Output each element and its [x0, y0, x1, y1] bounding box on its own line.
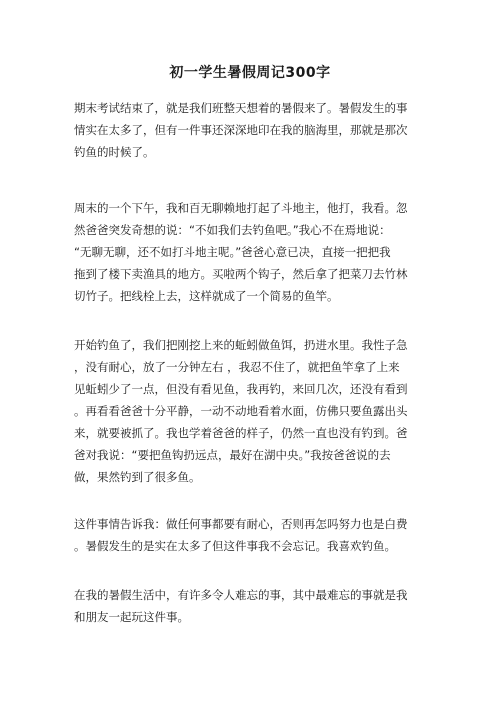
text-line: 情实在太多了，但有一件事还深深地印在我的脑海里，那就是那次 [74, 123, 408, 137]
text-line: ，没有耐心，放了一分钟左右 ，我忍不住了，就把鱼竿拿了上来 [74, 360, 400, 374]
text-line: 来，就要被抓了。我也学着爸爸的样子，仍然一直也没有钓到。爸 [74, 426, 408, 440]
paragraph-1 [74, 97, 434, 163]
text-line: 期末考试结束了，就是我们班整天想着的暑假来了。暑假发生的事 [74, 101, 408, 115]
text-line: 。暑假发生的是实在太多了但这件事我不会忘记。我喜欢钓鱼。 [74, 539, 396, 553]
text-line: 然爸爸突发奇想的说：“不如我们去钓鱼吧。”我心不在焉地说： [74, 223, 391, 237]
paragraph-5 [74, 584, 434, 628]
text-line: 和朋友一起玩这件事。 [74, 610, 189, 624]
text-line: 这件事情告诉我：做任何事都要有耐心，否则再怎吗努力也是白费 [74, 517, 408, 531]
text-line: 见蚯蚓少了一点，但没有看见鱼，我再钓，来回几次，还没有看到 [74, 382, 408, 396]
text-line: 。再看看爸爸十分平静，一动不动地看着水面，仿佛只要鱼露出头 [74, 404, 408, 418]
text-line: “无聊无聊，还不如打斗地主呢。”爸爸心意已决，直接一把把我 [74, 245, 391, 259]
paragraph-3 [74, 334, 434, 488]
text-line: 爸对我说：“要把鱼钩扔远点，最好在湖中央。”我按爸爸说的去 [74, 448, 391, 462]
paragraph-4 [74, 513, 434, 557]
text-line: 切竹子。把线栓上去，这样就成了一个简易的鱼竿。 [74, 289, 339, 303]
text-line: 拖到了楼下卖渔具的地方。买啦两个钩子，然后拿了把菜刀去竹林 [74, 267, 408, 281]
text-line: 做，果然钓到了很多鱼。 [74, 470, 201, 484]
text-line: 周末的一个下午，我和百无聊赖地打起了斗地主，他打，我看。忽 [74, 201, 408, 215]
text-line: 在我的暑假生活中，有许多令人难忘的事，其中最难忘的事就是我 [74, 588, 408, 602]
paragraph-2 [74, 197, 434, 307]
document-title: 初一学生暑假周记300字 [169, 65, 331, 81]
text-line: 开始钓鱼了，我们把刚挖上来的蚯蚓做鱼饵，扔进水里。我性子急 [74, 338, 408, 352]
text-line: 钓鱼的时候了。 [74, 145, 155, 159]
